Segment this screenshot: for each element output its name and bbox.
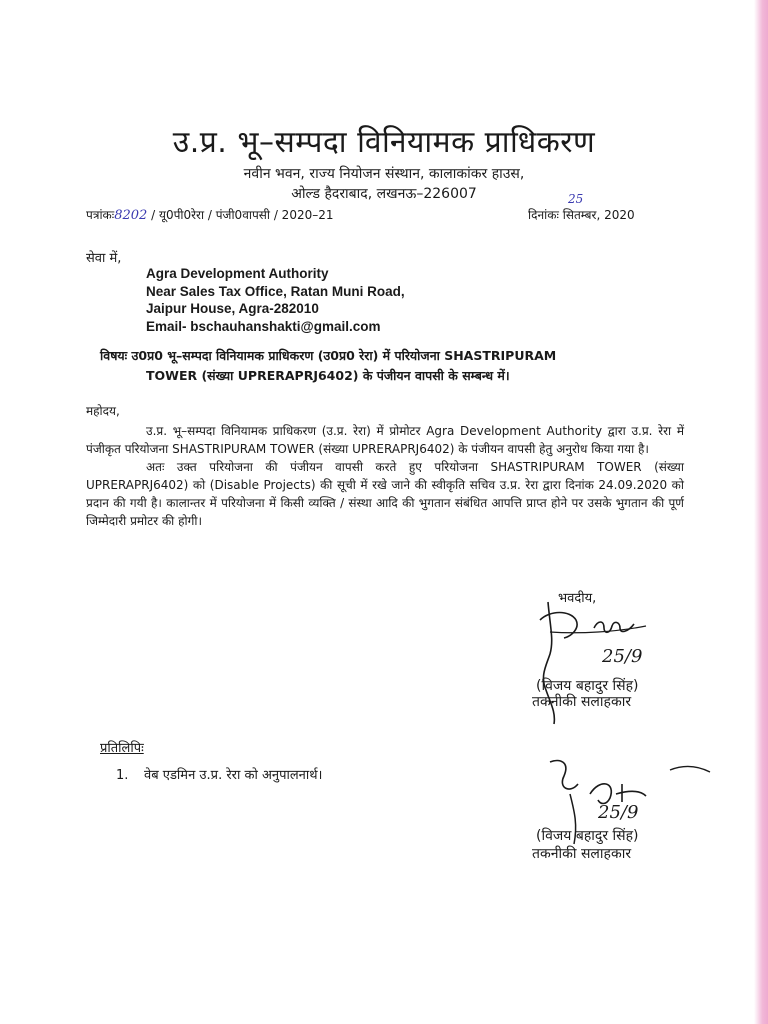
signature-2-date: 25/9 [598,802,639,823]
signature-1-date: 25/9 [602,646,643,667]
recipient-address-line-2: Near Sales Tax Office, Ratan Muni Road, [146,283,405,299]
copy-to-item-number: 1. [116,768,129,783]
address-line-2: ओल्ड हैदराबाद, लखनऊ–226007 [291,186,477,202]
signature-2-name: (विजय बहादुर सिंह) [536,828,639,844]
date-prefix: दिनांकः [528,208,559,222]
recipient-salutation: सेवा में, [86,251,122,266]
date-handwritten-day: 25 [568,192,584,206]
subject-line-1: विषयः उ0प्र0 भू–सम्पदा विनियामक प्राधिकरण (उ0प्र0 रेरा) में परियोजना SHASTRIPURAM [100,348,557,363]
signature-1-handwriting [520,596,680,736]
address-line-1: नवीन भवन, राज्य नियोजन संस्थान, कालाकांकर हाउस, [243,166,525,182]
body-paragraph-1: उ.प्र. भू–सम्पदा विनियामक प्राधिकरण (उ.प्र. रेरा) में प्रोमोटर Agra Development Authority द्वारा उ.प्र. रेरा में पंजीकृत परियोजना SHASTRIPURAM TOWER (संख्या UPRERAPRJ6402) के पंजीयन वापसी हेतु अनुरोध किया गया है। [86,424,684,456]
closing: भवदीय, [558,591,597,606]
recipient-email: Email- bschauhanshakti@gmail.com [146,318,381,334]
reference-prefix: पत्रांकः [86,208,115,222]
reference-number [86,206,334,223]
reference-suffix: / यू0पी0रेरा / पंजी0वापसी / 2020–21 [151,208,334,222]
copy-to-heading: प्रतिलिपिः [100,741,144,756]
date-suffix: सितम्बर, 2020 [562,208,635,222]
signature-1-designation: तकनीकी सलाहकार [532,694,632,710]
copy-to-item-text: वेब एडमिन उ.प्र. रेरा को अनुपालनार्थ। [144,768,323,783]
copy-to-item [116,765,322,783]
org-title: उ.प्र. भू–सम्पदा विनियामक प्राधिकरण [172,125,596,160]
recipient-address-line-3: Jaipur House, Agra-282010 [146,301,319,316]
letter-date [528,192,635,223]
body-paragraph-2: अतः उक्त परियोजना की पंजीयन वापसी करते हुए परियोजना SHASTRIPURAM TOWER (संख्या UPRERAPRJ6402) को (Disable Projects) की सूची में रखे जाने की स्वीकृति सचिव उ.प्र. रेरा द्वारा दिनांक 24.09.2020 को प्रदान की गयी है। कालान्तर में परियोजना में किसी व्यक्ति / संस्था आदि की भुगतान संबंधित आपत्ति प्राप्त होने पर उसके भुगतान की पूर्ण जिम्मेदारी प्रमोटर की होगी। [86,460,684,528]
recipient-block [146,265,405,335]
subject [100,346,700,386]
signature-1-name: (विजय बहादुर सिंह) [536,678,639,694]
reference-handwritten-number: 8202 [114,208,148,223]
recipient-name: Agra Development Authority [146,266,329,281]
body-salutation: महोदय, [86,404,120,418]
subject-line-2: TOWER (संख्या UPRERAPRJ6402) के पंजीयन वापसी के सम्बन्ध में। [146,368,510,383]
letter-body [86,402,684,530]
signature-2-designation: तकनीकी सलाहकार [532,846,632,862]
